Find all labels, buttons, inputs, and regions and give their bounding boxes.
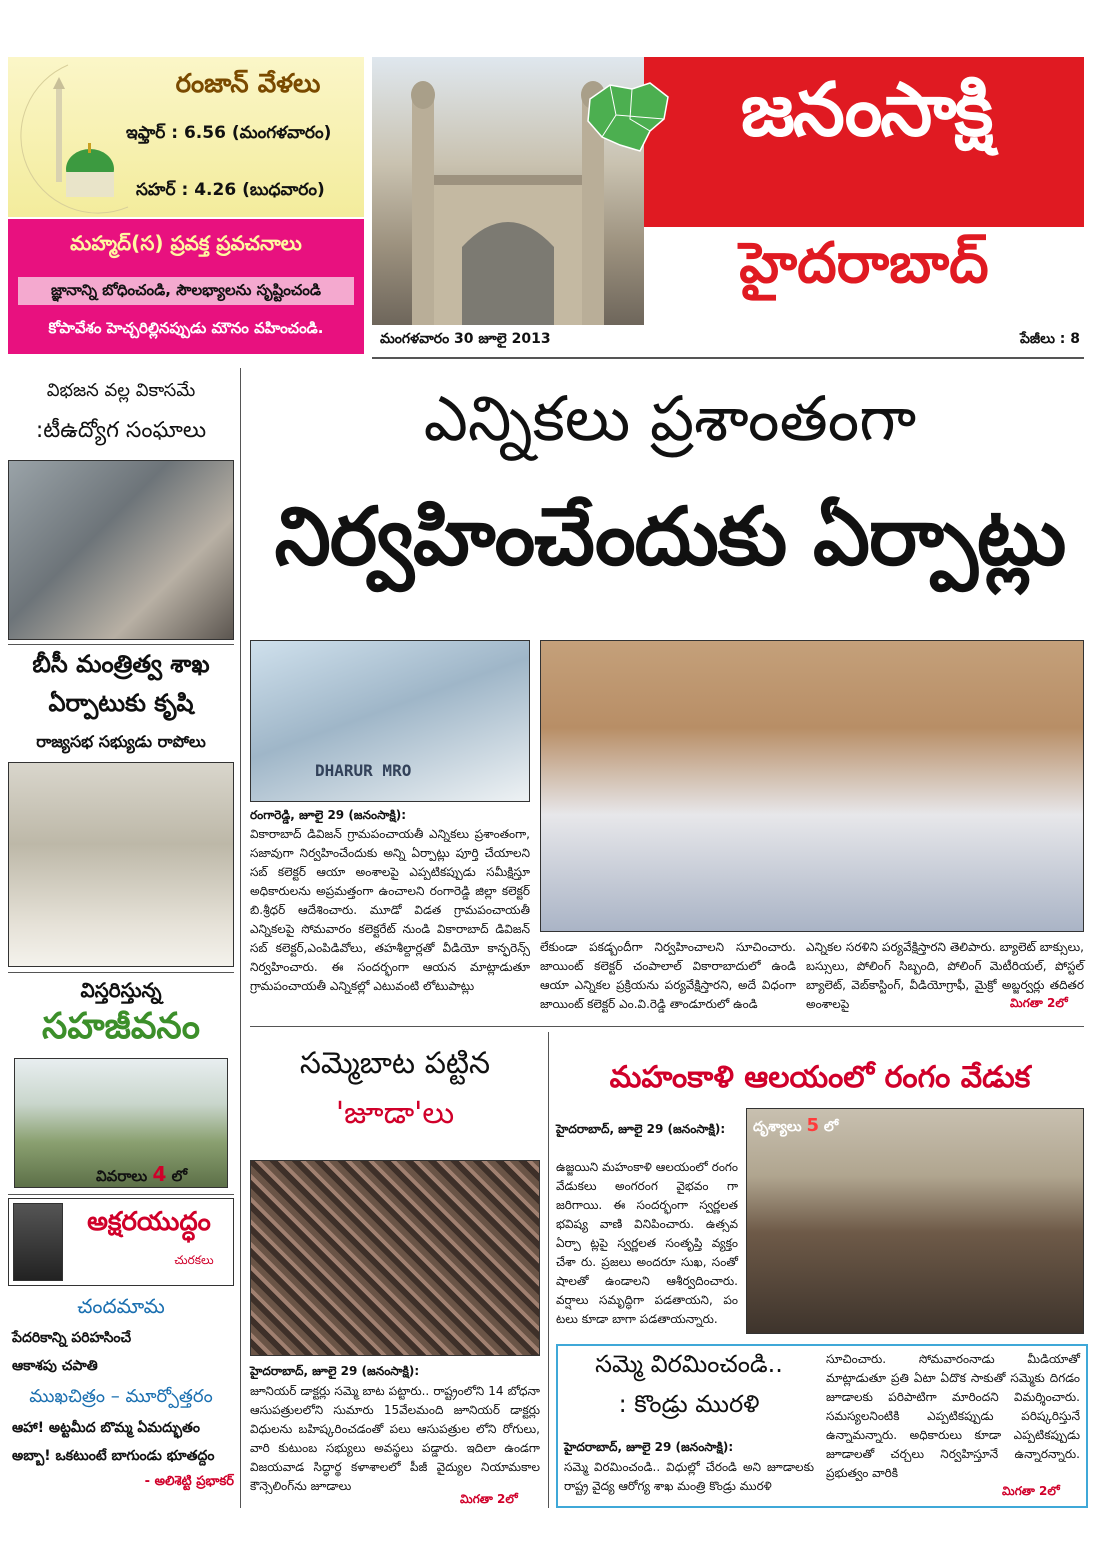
jooda-headline-2: 'జూడా'లు <box>335 1096 455 1131</box>
strike-appeal-headline-2: : కొండ్రు మురళి <box>618 1390 760 1418</box>
prophet-saying-2: కోపావేశం హెచ్చరిల్లినప్పుడు మౌనం వహించండి. <box>48 319 324 337</box>
lead-column-1: వికారాబాద్ డివిజన్ గ్రామపంచాయతీ ఎన్నికలు ప్రశాంతంగా, సజావుగా నిర్వహించేందుకు అన్ని ఏర్పాట్లు పూర్తి చేయాలని సబ్ కలెక్టర్ ఆయా అంశాలపై ఎప్పటికప్పుడు సమీక్షిస్తూ అధికారులను అప్రమత్తంగా ఉంచాలని రంగారెడ్డి జిల్లా కలెక్టర్ బి.శ్రీధర్ ఆదేశించారు. మూడో విడత గ్రామపంచాయతీ ఎన్నికలపై సోమవారం కలెక్టరేట్ నుండి వికారాబాద్ డివిజన్ సబ్ కలెక్టర్,ఎంపిడివోలు, తహశీల్దార్లతో వీడియో కాన్ఫరెన్స్ నిర్వహించారు. ఈ సందర్భంగా ఆయన మాట్లాడుతూ గ్రామపంచాయతీ ఎన్నికల్లో ఎటువంటి లోటుపాట్లు <box>250 827 530 993</box>
akshara-yuddham-banner <box>8 1198 234 1286</box>
lead-continued: మిగతా 2లో <box>1010 996 1068 1010</box>
jooda-headline-1: సమ్మెబాట పట్టిన <box>299 1046 491 1081</box>
strike-appeal-headline-1: సమ్మె విరమించండి.. <box>595 1350 783 1378</box>
mahankali-body: ఉజ్జయిని మహంకాళి ఆలయంలో రంగం వేడుకలు అంగరంగ వైభవం గా జరిగాయి. ఈ సందర్భంగా స్వర్ణలత భవిష్య వాణి వినిపించారు. ఉత్సవ ఏర్పా ట్లపై స్వర్ణలత సంతృప్తి వ్యక్తం చేశా రు. ప్రజలు అందరూ సుఖ, సంతో షాలతో ఉండాలని ఆశీర్వదించారు. వర్షాలు సమృద్ధిగా పడతాయని, పం టలు కూడా బాగా పడతాయన్నారు. <box>556 1160 738 1326</box>
photos-suffix: లో <box>823 1119 839 1135</box>
mahankali-headline: మహంకాళి ఆలయంలో రంగం వేడుక <box>609 1060 1031 1095</box>
left-column-rule <box>240 368 241 1508</box>
video-conference-photo <box>250 640 530 802</box>
lead-column-3: ఎన్నికల సరళిని పర్యవేక్షిస్తారని తెలిపారు. బ్యాలెట్ బాక్సులు, బస్సులు, పోలింగ్ సిబ్బంది, పోలింగ్ మెటీరియల్, పోస్టల్ బ్యాలెట్, వెబ్‌కాస్టింగ్, వీడియోగ్రాఫీ, మైక్రో అబ్జర్వర్లు తదితర అంశాలపై <box>806 940 1084 1011</box>
iftar-time: ఇఫ్తార్ : 6.56 (మంగళవారం) <box>126 123 332 143</box>
page-count: పేజీలు : 8 <box>1019 331 1080 347</box>
chandamama-title: చందమామ <box>77 1294 165 1318</box>
employees-unions-photo <box>8 460 234 640</box>
strike-appeal-column-1: సమ్మె విరమించండి.. విధుల్లో చేరండి అని జూడాలకు రాష్ట్ర వైద్య ఆరోగ్య శాఖ మంత్రి కొండ్రు మురళి <box>564 1460 814 1493</box>
left-story-2-headline-2: ఏర్పాటుకు కృషి <box>48 689 194 717</box>
photos-label: దృశ్యాలు <box>753 1119 802 1135</box>
left-story-3-kicker: విస్తరిస్తున్న <box>80 978 162 1002</box>
prophet-saying-1: జ్ఞానాన్ని బోధించండి, సౌలభ్యాలను సృష్టించండి <box>51 281 321 299</box>
details-suffix: లో <box>171 1167 188 1185</box>
jooda-dateline: హైదరాబాద్, జూలై 29 (జనంసాక్షి): <box>250 1364 420 1378</box>
akshara-yuddham-title: అక్షరయుద్ధం <box>87 1207 211 1237</box>
ramzan-box <box>8 57 364 217</box>
left-divider-2 <box>8 972 234 973</box>
left-divider-1 <box>8 644 234 645</box>
lead-dateline: రంగారెడ్డి, జూలై 29 (జనంసాక్షి): <box>250 808 406 822</box>
mid-column-rule <box>548 1032 549 1508</box>
strike-appeal-dateline: హైదరాబాద్, జూలై 29 (జనంసాక్షి): <box>564 1440 734 1454</box>
photos-page-number: 5 <box>806 1115 820 1136</box>
strike-appeal-continued: మిగతా 2లో <box>1002 1484 1060 1498</box>
left-story-1-kicker: విభజన వల్ల వికాసమే <box>46 380 196 401</box>
sahar-time: సహర్ : 4.26 (బుధవారం) <box>136 180 325 200</box>
masthead <box>372 57 1084 325</box>
masthead-rule <box>372 357 1084 359</box>
poet-portrait <box>13 1203 63 1281</box>
strike-appeal-column-2: సూచించారు. సోమవారంనాడు మీడియాతో మాట్లాడుతూ ప్రతి ఏటా ఏదొక సాకుతో సమ్మెకు దిగడం జూడాలకు పరిపాటిగా మారిందని విమర్శించారు. సమస్యలనింటికి ఎప్పటికప్పుడు పరిష్కరిస్తునే ఉన్నామన్నారు. అధికారులు కూడా ఎప్పటికప్పుడు జూడాలతో చర్చలు నిర్వహిస్తూనే ఉన్నారన్నారు. ప్రభుత్వం వారికి <box>826 1352 1080 1480</box>
akshara-yuddham-sub: చురకలు <box>174 1253 214 1267</box>
strike-appeal-box <box>556 1344 1088 1508</box>
issue-date: మంగళవారం 30 జూలై 2013 <box>380 331 551 347</box>
jooda-continued: మిగతా 2లో <box>460 1492 518 1506</box>
rapolu-photo <box>8 762 234 967</box>
poem-author: - అలిశెట్టి ప్రభాకర్ <box>144 1474 234 1489</box>
lead-bottom-rule <box>250 1026 1084 1027</box>
poem-1-line-1: పేదరికాన్ని పరిహసించే <box>12 1330 132 1346</box>
mahankali-dateline: హైదరాబాద్, జూలై 29 (జనంసాక్షి): <box>556 1122 726 1136</box>
main-headline-line-1: ఎన్నికలు ప్రశాంతంగా <box>423 382 917 455</box>
mukhachitram-title: ముఖచిత్రం – మూర్పోత్తరం <box>29 1386 213 1407</box>
newspaper-name: జనంసాక్షి <box>740 67 992 153</box>
main-headline-line-2: నిర్వహించేందుకు ఏర్పాట్లు <box>274 490 1066 583</box>
prophet-sayings-box <box>8 219 364 354</box>
prophet-title: మహ్మద్(స) ప్రవక్త ప్రవచనాలు <box>70 231 302 255</box>
photos-caption <box>753 1115 838 1138</box>
left-story-2-subhead: రాజ్యసభ సభ్యుడు రాపోలు <box>36 732 206 751</box>
mro-banner: DHARUR MRO <box>315 761 412 780</box>
poem-2-line-2: అబ్బా! ఒకటుంటే బాగుండు భూతద్దం <box>12 1448 215 1464</box>
collector-meeting-photo <box>540 640 1084 932</box>
left-story-3-headline: సహజీవనం <box>42 1006 200 1047</box>
jooda-body: జూనియర్ డాక్టర్లు సమ్మె బాట పట్టారు.. రాష్ట్రంలోని 14 బోధనా ఆసుపత్రులలోని సుమారు 15వేలమంది జూనియర్ డాక్టర్లు విధులను బహిష్కరించడంతో పలు ఆసుపత్రుల లోని రోగులు, వారి కుటుంబ సభ్యులు అవస్థలు పడ్డారు. ఇదిలా ఉండగా విజయవాడ సిద్ధార్థ కళాశాలలో పీజీ వైద్యుల నియామకాల కౌన్సెలింగ్‌ను జూడాలు <box>250 1384 540 1493</box>
edition-city: హైదరాబాద్ <box>739 231 989 296</box>
left-story-1-headline: :టీఉద్యోగ సంఘాలు <box>35 418 207 443</box>
poem-box <box>8 1290 234 1490</box>
details-page-number: 4 <box>152 1162 167 1186</box>
left-divider-3 <box>8 1194 234 1195</box>
left-story-2-headline-1: బీసీ మంత్రిత్వ శాఖ <box>32 650 210 678</box>
lead-column-2: లేకుండా పకడ్బందీగా నిర్వహించాలని సూచించారు. జాయింట్ కలెక్టర్ చంపాలాల్ వికారాబాదులో ఉండి ఆయా ఎన్నికల ప్రక్రియను పర్యవేక్షిస్తారని, అదే విధంగా జాయింట్ కలెక్టర్ ఎం.వి.రెడ్డి తాండూరులో ఉండి <box>540 940 796 1011</box>
poem-1-line-2: ఆకాశపు చపాతి <box>12 1358 98 1374</box>
left-story-3-caption <box>96 1162 187 1189</box>
poem-2-line-1: ఆహా! అట్టమీద బొమ్మ ఏమద్భుతం <box>12 1420 200 1436</box>
mahankali-temple-photo <box>746 1108 1084 1334</box>
junior-doctors-strike-photo <box>250 1160 540 1356</box>
ramzan-title: రంజాన్ వేళలు <box>175 69 321 99</box>
details-label: వివరాలు <box>96 1167 148 1185</box>
mosque-icon <box>48 77 118 207</box>
